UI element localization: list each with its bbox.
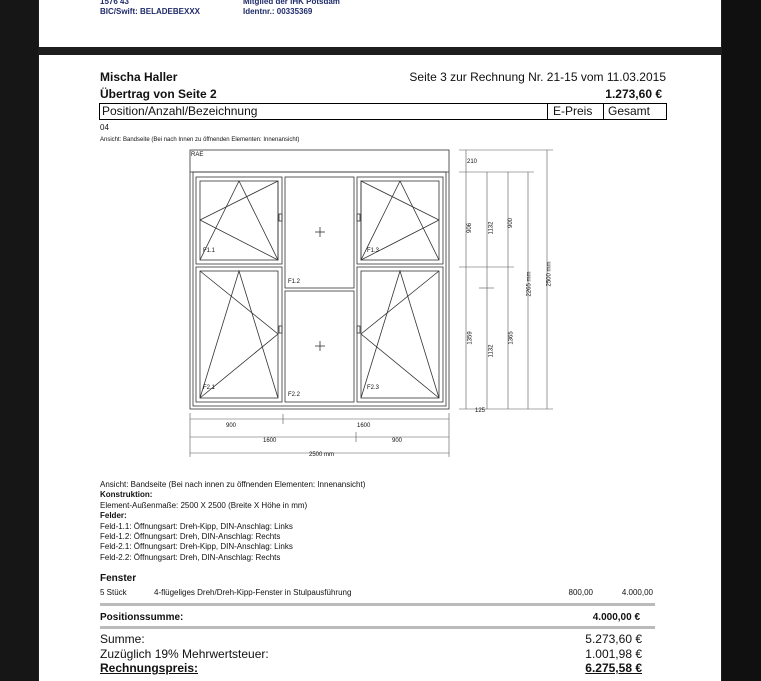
item-number: 04 [100, 123, 109, 132]
invoice-total-value: 6.275,58 € [585, 661, 642, 675]
field-line: Feld-1.2: Öffnungsart: Dreh, DIN-Anschlag: Rechts [100, 532, 281, 542]
field-label-f11: F1.1 [203, 248, 216, 254]
invoice-total-label: Rechnungspreis: [100, 661, 199, 675]
column-header [99, 103, 667, 120]
carry-over-value: 1.273,60 € [605, 87, 662, 101]
item-group: Fenster [100, 573, 137, 584]
dim-bottom-2500-width: 2500 mm [309, 452, 335, 458]
item-unit-price: 800,00 [568, 588, 593, 597]
fields-label: Felder: [100, 511, 127, 521]
col-unit-price: E-Preis [553, 104, 593, 118]
dim-1359: 1359 [467, 331, 474, 345]
dim-1365: 1365 [508, 331, 515, 345]
dim-1132-bottom: 1132 [488, 344, 495, 358]
dim-2265: 2265 mm [526, 271, 533, 297]
field-line: Feld-2.1: Öffnungsart: Dreh-Kipp, DIN-Anschlag: Links [100, 542, 293, 552]
customer-name: Mischa Haller [100, 70, 178, 84]
previous-page [39, 0, 721, 47]
divider [100, 603, 655, 606]
col-total: Gesamt [608, 104, 651, 118]
dim-1132-top: 1132 [488, 221, 495, 235]
vat-value: 1.001,98 € [585, 647, 642, 661]
dim-bottom-1600-left: 1600 [263, 438, 277, 444]
item-qty: 5 Stück [100, 588, 127, 597]
construction-label: Konstruktion: [100, 490, 153, 500]
sum-value: 5.273,60 € [585, 632, 642, 646]
dim-bottom-1600-right: 1600 [357, 423, 371, 429]
dim-900: 900 [508, 217, 515, 229]
dim-906: 906 [467, 222, 474, 234]
page-info: Seite 3 zur Rechnung Nr. 21-15 vom 11.03.2015 [409, 70, 666, 84]
field-label-f12: F1.2 [288, 279, 301, 285]
item-description: 4-flügeliges Dreh/Dreh-Kipp-Fenster in Stulpausführung [154, 588, 352, 597]
position-sum-label: Positionssumme: [100, 612, 184, 623]
sum-label: Summe: [100, 632, 145, 646]
outer-dimensions: Element-Außenmaße: 2500 X 2500 (Breite X Höhe in mm) [100, 500, 308, 510]
dim-2500-height: 2500 mm [546, 261, 553, 287]
dim-bottom-900-right: 900 [392, 438, 403, 444]
dim-bottom-900-left: 900 [226, 423, 237, 429]
window-drawing [179, 148, 569, 463]
field-label-f22: F2.2 [288, 392, 301, 398]
col-position: Position/Anzahl/Bezeichnung [102, 104, 258, 118]
dim-125: 125 [475, 408, 486, 414]
field-label-f13: F1.3 [367, 248, 380, 254]
construction-info [100, 480, 365, 563]
footer-ihk: Mitglied der IHK Potsdam Identnr.: 00335369 [243, 0, 340, 16]
view-note: Ansicht: Bandseite (Bei nach innen zu öffnenden Elementen: Innenansicht) [100, 480, 366, 489]
item-view-note-top: Ansicht: Bandseite (Bei nach Innen zu öffnenden Elementen: Innenansicht) [100, 137, 300, 143]
carry-over-label: Übertrag von Seite 2 [100, 87, 217, 101]
drawing-label: RAE [191, 152, 204, 158]
field-label-f23: F2.3 [367, 385, 380, 391]
field-line: Feld-2.2: Öffnungsart: Dreh, DIN-Anschlag: Rechts [100, 552, 281, 562]
footer-bank: 1576 43 BIC/Swift: BELADEBEXXX [100, 0, 201, 16]
field-line: Feld-1.1: Öffnungsart: Dreh-Kipp, DIN-Anschlag: Links [100, 521, 293, 531]
viewer-background-left [0, 0, 38, 681]
viewer-background-right [722, 0, 761, 681]
dim-210: 210 [467, 159, 478, 165]
divider [100, 626, 655, 629]
invoice-page [39, 55, 721, 681]
field-label-f21: F2.1 [203, 385, 216, 391]
position-sum-value: 4.000,00 € [592, 612, 640, 623]
vat-label: Zuzüglich 19% Mehrwertsteuer: [100, 647, 269, 661]
item-total: 4.000,00 [621, 588, 653, 597]
